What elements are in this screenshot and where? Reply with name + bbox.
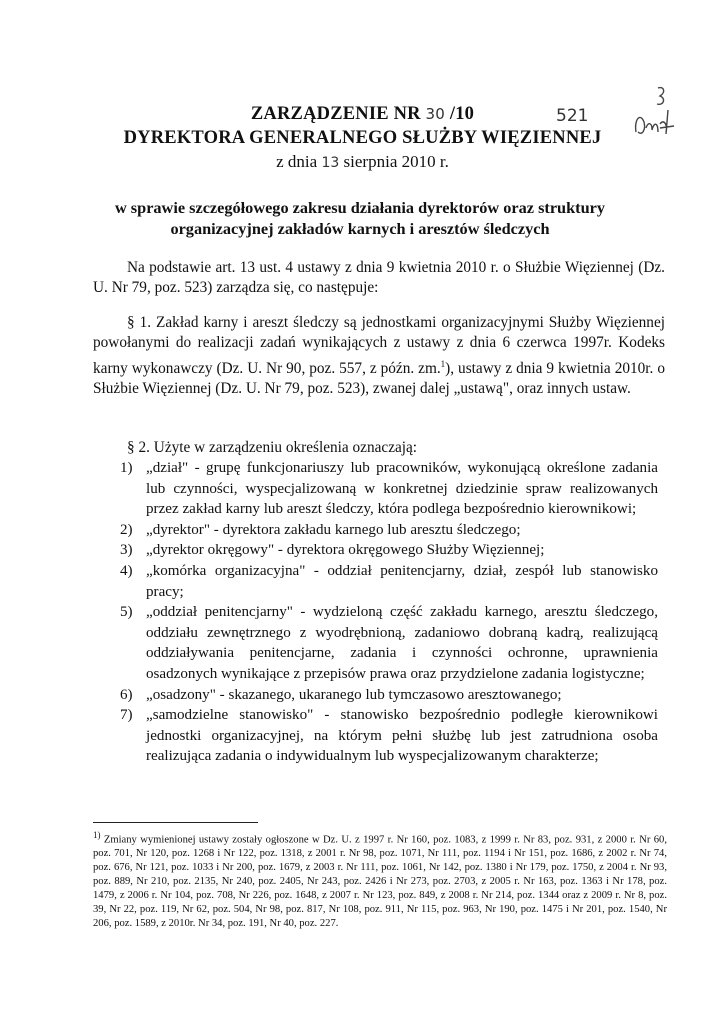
list-item-text: „osadzony" - skazanego, ukaranego lub tymczasowo aresztowanego;: [146, 686, 562, 703]
section-1: [93, 313, 665, 400]
issue-date: [0, 152, 725, 172]
footnote-reference: 1: [440, 358, 446, 369]
list-item: [120, 705, 658, 767]
list-item: [120, 602, 658, 684]
list-item-number: 1): [120, 460, 133, 476]
title-suffix: /10: [449, 104, 475, 124]
list-item-text: „oddział penitencjarny" - wydzieloną część zakładu karnego, aresztu śledczego, oddziału zewnętrznego z wyodrębnioną, zadaniowo dobraną kadrą, realizującą oddziaływania penitencjarne, zadania i czynności ochronne, uprawnienia osadzonych wynikające z przepisów prawa oraz przydzielone zadania logistyczne;: [146, 604, 658, 682]
list-item-number: 4): [120, 562, 133, 579]
list-item-text: „komórka organizacyjna" - oddział penitencjarny, dział, zespół lub stanowisko pracy;: [146, 562, 658, 600]
list-item-text: „dział" - grupę funkcjonariuszy lub pracowników, wykonującą określone zadania lub czynności, wyspecjalizowaną w konkretnej dziedzinie spraw realizowanych przez zakład karny lub areszt śledczy, która podlega bezpośrednio kierownikowi;: [146, 460, 658, 518]
section-1-text-a: § 1. Zakład karny i areszt śledczy są jednostkami organizacyjnymi Służby Więziennej powołanymi do realizacji zadań wynikających z ustawy z dnia 6 czerwca 1997r. Kodeks karny wykonawczy (Dz. U. Nr 90, poz. 557, z późn. zm.: [93, 314, 665, 377]
subject-line-1: w sprawie szczegółowego zakresu działania dyrektorów oraz struktury: [114, 198, 606, 217]
date-prefix: z dnia: [276, 152, 318, 171]
footnote-text: Zmiany wymienionej ustawy zostały ogłoszone w Dz. U. z 1997 r. Nr 160, poz. 1083, z 1999 r. Nr 83, poz. 931, z 2000 r. Nr 60, poz. 701, Nr 120, poz. 1268 i Nr 122, poz. 1318, z 2001 r. Nr 98, poz. 1071, Nr 111, poz. 1194 i Nr 151, poz. 1686, z 2002 r. Nr 74, poz. 676, Nr 121, poz. 1033 i Nr 200, poz. 1679, z 2003 r. Nr 111, poz. 1061, Nr 142, poz. 1380 i Nr 179, poz. 1750, z 2004 r. Nr 93, poz. 889, Nr 210, poz. 2135, Nr 240, poz. 2405, Nr 243, poz. 2426 i Nr 273, poz. 2703, z 2005 r. Nr 163, poz. 1363 i Nr 178, poz. 1479, z 2006 r. Nr 104, poz. 708, Nr 226, poz. 1648, z 2007 r. Nr 123, poz. 849, z 2008 r. Nr 214, poz. 1344 oraz z 2009 r. Nr 8, poz. 39, Nr 22, poz. 119, Nr 62, poz. 504, Nr 98, poz. 817, Nr 108, poz. 911, Nr 115, poz. 963, Nr 190, poz. 1475 i Nr 201, poz. 1540, Nr 206, poz. 1589, z 2010r. Nr 34, poz. 191, Nr 40, poz. 227.: [93, 834, 667, 929]
document-subject: [60, 197, 660, 239]
handwritten-order-number: 30: [425, 105, 446, 123]
list-item-number: 5): [120, 604, 133, 621]
document-title: [0, 104, 725, 125]
section-1-text-b: ), ustawy z dnia 9 kwietnia 2010r. o Służbie Więziennej (Dz. U. Nr 79, poz. 523), zwanej dalej „ustawą", oraz innych ustaw.: [93, 359, 665, 398]
list-item: [120, 685, 658, 706]
list-item: [120, 520, 658, 541]
list-item: [120, 540, 658, 561]
list-item-number: 6): [120, 686, 133, 703]
section-2-intro: [93, 438, 665, 458]
legal-basis-text: Na podstawie art. 13 ust. 4 ustawy z dnia 9 kwietnia 2010 r. o Służbie Więziennej (Dz. U. Nr 79, poz. 523) zarządza się, co następuje:: [93, 259, 665, 297]
subject-line-2: organizacyjnej zakładów karnych i aresztów śledczych: [170, 219, 550, 238]
list-item: [120, 458, 658, 520]
list-item-text: „dyrektor" - dyrektora zakładu karnego lub aresztu śledczego;: [146, 521, 521, 538]
legal-basis-paragraph: [93, 258, 665, 299]
list-item-number: 2): [120, 521, 133, 538]
list-item: [120, 561, 658, 602]
list-item-text: „samodzielne stanowisko" - stanowisko bezpośrednio podległe kierownikowi jednostki organizacyjnej, na którym pełni służbę lub jest zatrudniona osoba realizująca zadania o indywidualnym lub wyspecjalizowanym charakterze;: [146, 707, 658, 765]
footnote: [93, 829, 667, 931]
handwritten-day: 13: [321, 155, 340, 171]
section-1-text: [93, 313, 665, 400]
definitions-list: [120, 458, 658, 767]
handwritten-registry-number: 521: [556, 106, 589, 126]
list-item-number: 3): [120, 542, 133, 559]
list-item-number: 7): [120, 707, 133, 724]
section-2-intro-text: § 2. Użyte w zarządzeniu określenia oznaczają:: [127, 439, 418, 456]
issuer-title: DYREKTORA GENERALNEGO SŁUŻBY WIĘZIENNEJ: [123, 128, 602, 148]
list-item-text: „dyrektor okręgowy" - dyrektora okręgowego Służby Więziennej;: [146, 542, 545, 559]
title-prefix: ZARZĄDZENIE NR: [250, 104, 421, 124]
footnote-marker: 1): [93, 830, 101, 840]
date-suffix: sierpnia 2010 r.: [343, 152, 449, 171]
footnote-separator: [93, 822, 258, 823]
